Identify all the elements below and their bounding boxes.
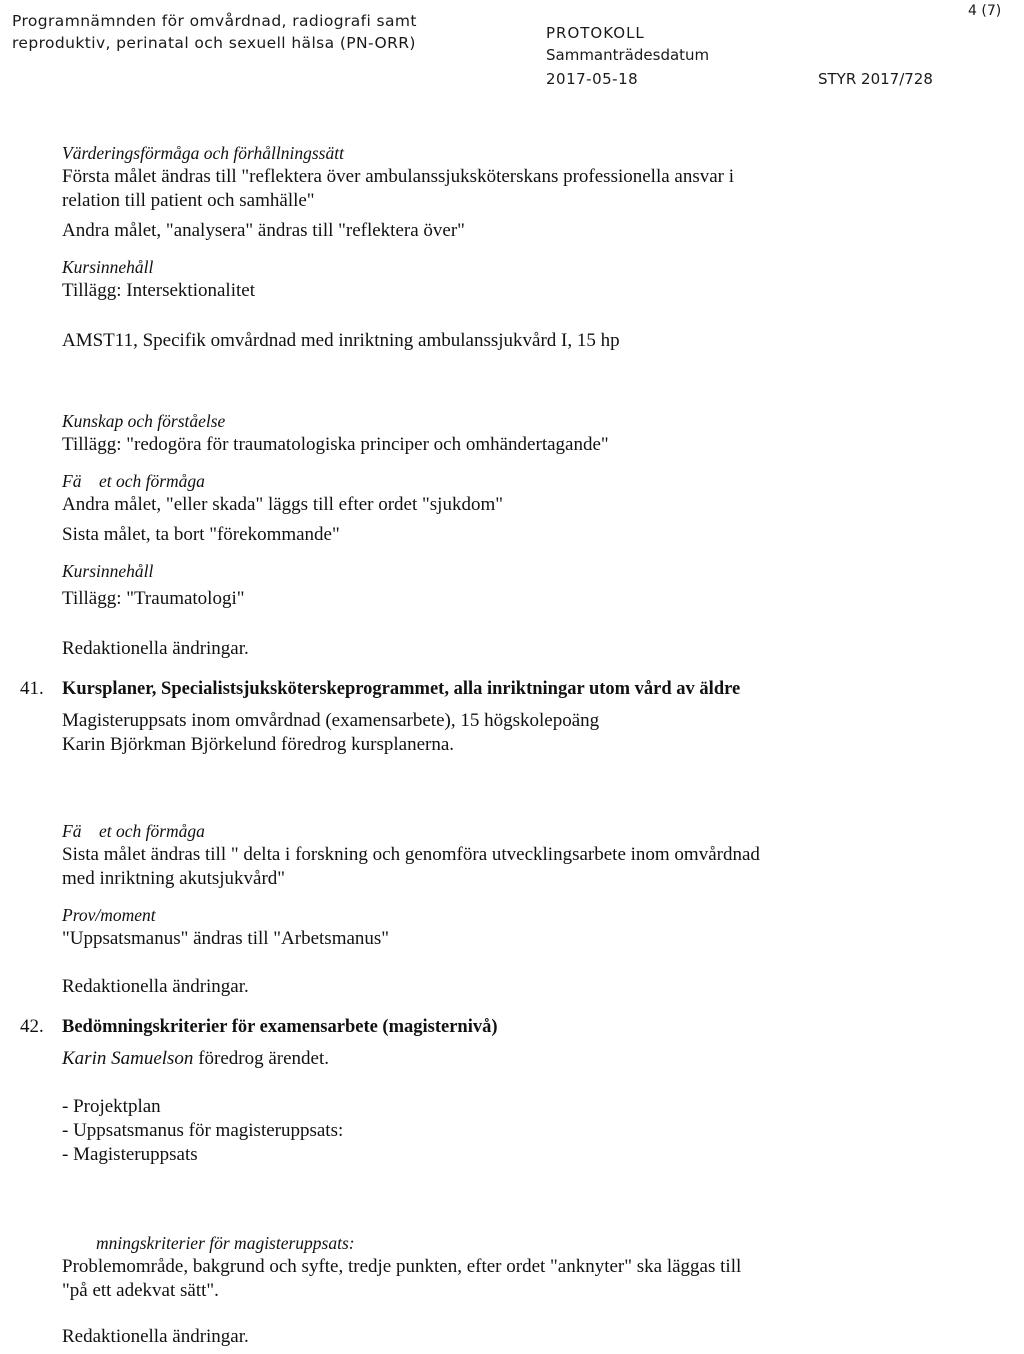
editorial-note: Redaktionella ändringar.: [62, 976, 249, 997]
meeting-date: 2017-05-18: [546, 70, 639, 88]
section-heading-skills: Fä et och förmåga: [62, 821, 205, 841]
presenter-name: Karin Samuelson: [62, 1048, 194, 1069]
paragraph-line: Sista målet ändras till " delta i forskning och genomföra utvecklingsarbete inom omvårdnad: [62, 844, 760, 865]
organization-line-1: Programnämnden för omvårdnad, radiografi samt: [12, 12, 417, 30]
item-title: Kursplaner, Specialistsjuksköterskeprogrammet, alla inriktningar utom vård av äldre: [62, 679, 741, 699]
list-item: - Projektplan: [62, 1096, 161, 1117]
item-number: 41.: [20, 678, 44, 699]
paragraph-line: "Uppsatsmanus" ändras till "Arbetsmanus": [62, 928, 390, 949]
paragraph-line: Sista målet, ta bort "förekommande": [62, 524, 340, 545]
section-heading-valuation: Värderingsförmåga och förhållningssätt: [62, 143, 344, 163]
section-heading-course-content: Kursinnehåll: [62, 257, 154, 277]
editorial-note: Redaktionella ändringar.: [62, 638, 249, 659]
paragraph-line: med inriktning akutsjukvård": [62, 868, 286, 889]
section-heading-knowledge: Kunskap och förståelse: [62, 411, 226, 431]
paragraph-line: "på ett adekvat sätt".: [62, 1280, 219, 1301]
page-number: 4 (7): [968, 3, 1002, 19]
paragraph-line: Tillägg: "Traumatologi": [62, 588, 245, 609]
section-heading-criteria: mningskriterier för magisteruppsats:: [96, 1233, 355, 1253]
paragraph-line: Andra målet, "analysera" ändras till "reflektera över": [62, 220, 465, 241]
meeting-date-label: Sammanträdesdatum: [546, 46, 710, 64]
paragraph-line: Tillägg: Intersektionalitet: [62, 280, 255, 301]
course-title: AMST11, Specifik omvårdnad med inriktning ambulanssjukvård I, 15 hp: [62, 330, 620, 351]
organization-line-2: reproduktiv, perinatal och sexuell hälsa (PN-ORR): [12, 34, 416, 52]
reference-number: STYR 2017/728: [818, 70, 933, 88]
paragraph-line: Andra målet, "eller skada" läggs till efter ordet "sjukdom": [62, 494, 503, 515]
organization-name: [12, 10, 417, 54]
section-heading-exam: Prov/moment: [62, 905, 156, 925]
section-heading-skills: Fä et och förmåga: [62, 471, 205, 491]
paragraph-line: relation till patient och samhälle": [62, 190, 315, 211]
section-heading-course-content: Kursinnehåll: [62, 561, 154, 581]
paragraph-line: Karin Björkman Björkelund föredrog kursplanerna.: [62, 734, 455, 755]
paragraph-line: Magisteruppsats inom omvårdnad (examensarbete), 15 högskolepoäng: [62, 710, 600, 731]
editorial-note: Redaktionella ändringar.: [62, 1326, 249, 1347]
presenter-text: föredrog ärendet.: [193, 1048, 330, 1069]
item-number: 42.: [20, 1016, 44, 1037]
presenter-line: [62, 1048, 329, 1070]
list-item: - Magisteruppsats: [62, 1144, 198, 1165]
list-item: - Uppsatsmanus för magisteruppsats:: [62, 1120, 344, 1141]
paragraph-line: Tillägg: "redogöra för traumatologiska principer och omhändertagande": [62, 434, 609, 455]
item-title: Bedömningskriterier för examensarbete (magisternivå): [62, 1017, 498, 1037]
document-type: PROTOKOLL: [546, 24, 645, 42]
paragraph-line: Första målet ändras till "reflektera över ambulanssjuksköterskans professionella ansvar i: [62, 166, 735, 187]
paragraph-line: Problemområde, bakgrund och syfte, tredje punkten, efter ordet "anknyter" ska läggas till: [62, 1256, 742, 1277]
